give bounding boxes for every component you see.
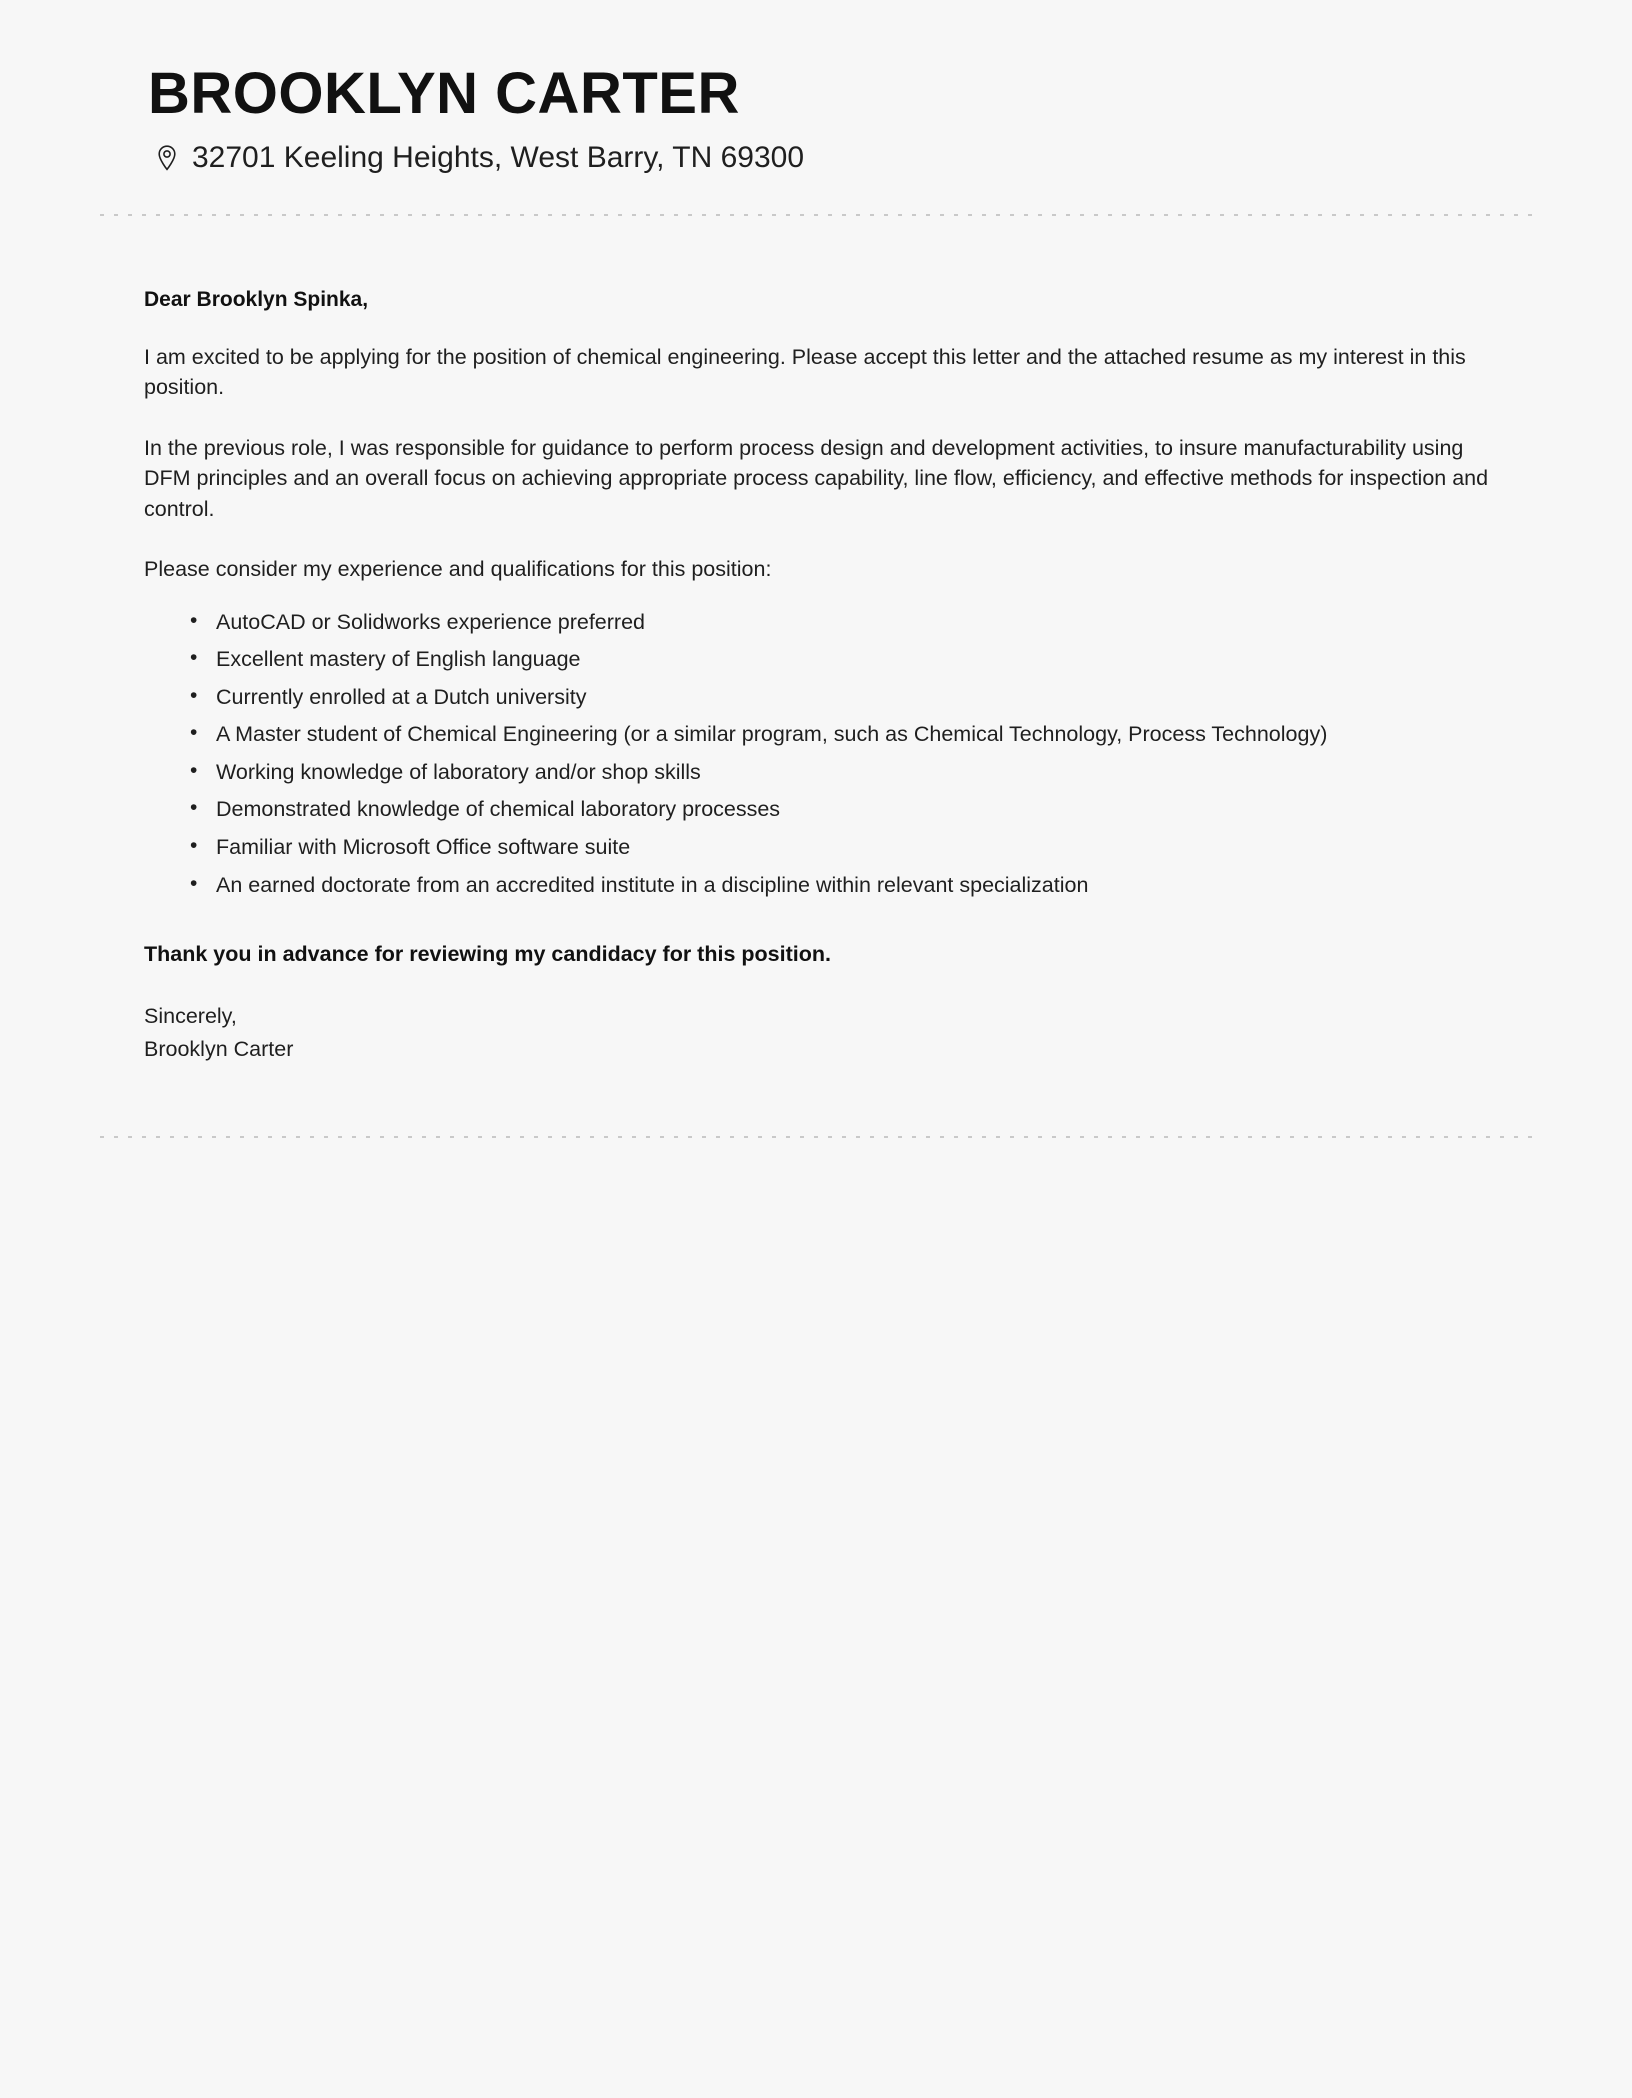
list-item: • AutoCAD or Solidworks experience preferred [188, 607, 1494, 638]
qualifications-list [144, 607, 1494, 900]
list-item: • Working knowledge of laboratory and/or shop skills [188, 757, 1494, 788]
list-item: • Excellent mastery of English language [188, 644, 1494, 675]
address-text: 32701 Keeling Heights, West Barry, TN 69300 [192, 140, 805, 174]
page-title: BROOKLYN CARTER [148, 61, 740, 126]
contact-address-row [148, 140, 1532, 176]
list-item: • Familiar with Microsoft Office software suite [188, 832, 1494, 863]
divider-top [100, 214, 1532, 216]
bottom-spacer [144, 1066, 1494, 1136]
salutation: Dear Brooklyn Spinka, [144, 287, 369, 311]
list-item: • Demonstrated knowledge of chemical laboratory processes [188, 794, 1494, 825]
letter-body [100, 288, 1532, 1136]
paragraph-qualifications-lead: Please consider my experience and qualifications for this position: [144, 557, 772, 582]
list-item: • Currently enrolled at a Dutch university [188, 682, 1494, 713]
thank-you-line: Thank you in advance for reviewing my candidacy for this position. [144, 942, 831, 967]
paragraph-intro: I am excited to be applying for the position of chemical engineering. Please accept this letter and the attached resume as my interest in this position. [144, 344, 1466, 400]
divider-bottom [100, 1136, 1532, 1138]
map-pin-icon [154, 143, 180, 173]
sign-off: Sincerely, [144, 1004, 237, 1029]
letter-header [100, 0, 1532, 176]
paragraph-experience: In the previous role, I was responsible for guidance to perform process design and development activities, to insure manufacturability using DFM principles and an overall focus on achieving appropriate process capability, line flow, efficiency, and effective methods for inspection and control. [144, 435, 1489, 521]
closing-block [144, 1001, 1494, 1064]
list-item: • A Master student of Chemical Engineering (or a similar program, such as Chemical Technology, Process Technology) [188, 719, 1494, 750]
list-item: • An earned doctorate from an accredited institute in a discipline within relevant specialization [188, 870, 1494, 901]
signature-name: Brooklyn Carter [144, 1036, 294, 1061]
